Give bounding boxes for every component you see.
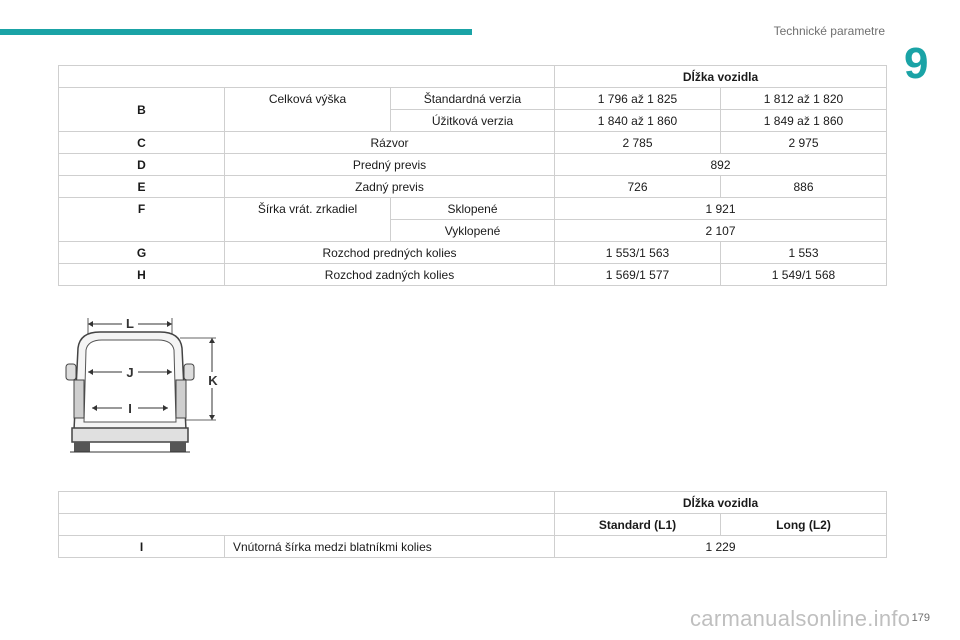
row-code: F (59, 198, 225, 242)
table-row (59, 264, 887, 286)
header-blank (59, 492, 555, 514)
table-row (59, 176, 887, 198)
van-rear-dimensions-diagram (60, 310, 230, 460)
variant-name: Úžitková verzia (391, 110, 555, 132)
value-l2: 1 549/1 568 (721, 264, 887, 286)
row-code: H (59, 264, 225, 286)
table-header-row (59, 492, 887, 514)
value-l2: 2 975 (721, 132, 887, 154)
right-wheel (170, 442, 186, 452)
value-l2: 1 849 až 1 860 (721, 110, 887, 132)
column-header-l2: Long (L2) (721, 514, 887, 536)
table-row (59, 132, 887, 154)
row-code: D (59, 154, 225, 176)
row-code: I (59, 536, 225, 558)
right-light (176, 380, 186, 418)
value-merged: 1 921 (555, 198, 887, 220)
row-label: Vnútorná šírka medzi blatníkmi kolies (225, 536, 555, 558)
chapter-number: 9 (904, 39, 929, 88)
row-code: C (59, 132, 225, 154)
value-l1: 1 840 až 1 860 (555, 110, 721, 132)
row-label: Zadný previs (225, 176, 555, 198)
value-l2: 1 553 (721, 242, 887, 264)
row-label: Rázvor (225, 132, 555, 154)
label-k: K (208, 373, 218, 388)
table-header-row (59, 66, 887, 88)
label-j: J (126, 365, 134, 380)
left-mirror (66, 364, 76, 380)
watermark: carmanualsonline.info (690, 606, 911, 631)
left-wheel (74, 442, 90, 452)
table-row (59, 88, 887, 110)
value-merged: 2 107 (555, 220, 887, 242)
table-row (59, 536, 887, 558)
variant-name: Sklopené (391, 198, 555, 220)
variant-name: Štandardná verzia (391, 88, 555, 110)
value-l2: 1 812 až 1 820 (721, 88, 887, 110)
row-label: Predný previs (225, 154, 555, 176)
table-header-row (59, 514, 887, 536)
arrow-right-icon (167, 321, 172, 327)
column-header-l1: Standard (L1) (555, 514, 721, 536)
row-label: Rozchod predných kolies (225, 242, 555, 264)
table-row (59, 198, 887, 220)
row-label: Celková výška (225, 88, 391, 132)
interior-width-table (58, 491, 887, 558)
right-mirror (184, 364, 194, 380)
section-title: Technické parametre (773, 24, 885, 38)
row-label: Rozchod zadných kolies (225, 264, 555, 286)
row-code: E (59, 176, 225, 198)
header-blank (59, 514, 555, 536)
label-l: L (126, 316, 134, 331)
arrow-left-icon (88, 321, 93, 327)
table-row (59, 154, 887, 176)
value-l1: 2 785 (555, 132, 721, 154)
value-l1: 726 (555, 176, 721, 198)
column-header-length: Dĺžka vozidla (555, 492, 887, 514)
column-header-length: Dĺžka vozidla (555, 66, 887, 88)
dimensions-table (58, 65, 887, 286)
table-row (59, 242, 887, 264)
left-light (74, 380, 84, 418)
label-i: I (128, 401, 132, 416)
row-code: G (59, 242, 225, 264)
value-l2: 886 (721, 176, 887, 198)
value-l1: 1 569/1 577 (555, 264, 721, 286)
value-merged: 892 (555, 154, 887, 176)
variant-name: Vyklopené (391, 220, 555, 242)
row-code: B (59, 88, 225, 132)
page-number: 179 (911, 612, 930, 624)
row-label: Šírka vrát. zrkadiel (225, 198, 391, 242)
header-blank (59, 66, 555, 88)
arrow-up-icon (209, 338, 215, 343)
arrow-down-icon (209, 415, 215, 420)
value-l1: 1 796 až 1 825 (555, 88, 721, 110)
rear-bumper (72, 428, 188, 442)
value-merged: 1 229 (555, 536, 887, 558)
header-accent-bar (0, 29, 472, 35)
value-l1: 1 553/1 563 (555, 242, 721, 264)
